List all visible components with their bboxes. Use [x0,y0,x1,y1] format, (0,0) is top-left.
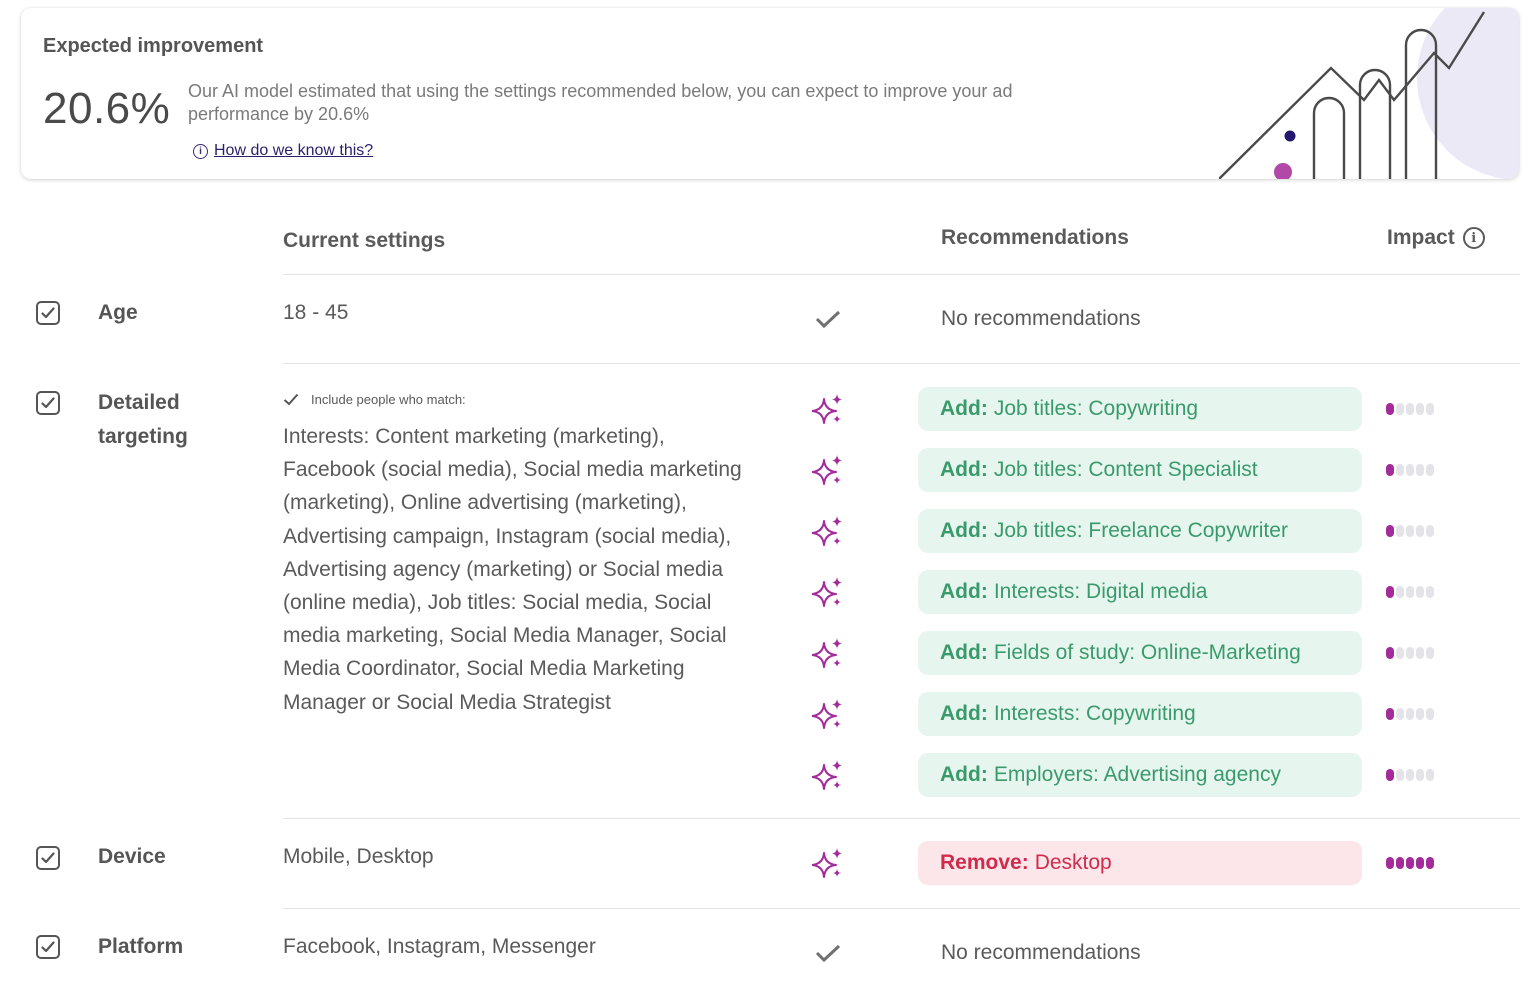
recommendation-verb: Add: [940,397,988,420]
expected-improvement-card [21,8,1519,179]
impact-dot [1426,586,1434,598]
impact-dot [1406,464,1414,476]
impact-dot [1406,708,1414,720]
device-label: Device [98,845,166,868]
recommendation-verb: Add: [940,702,988,725]
device-checkbox[interactable] [36,846,60,870]
info-icon[interactable]: i [1463,227,1485,249]
improvement-description: Our AI model estimated that using the settings recommended below, you can expect to improve your ad performance by 20.6% [188,81,1013,124]
impact-dot [1396,586,1404,598]
check-icon [41,397,55,409]
recommendation-verb: Add: [940,763,988,786]
check-icon [41,941,55,953]
add-recommendation[interactable] [918,387,1362,431]
impact-meter [1386,525,1434,537]
device-value: Mobile, Desktop [283,845,434,868]
impact-dot [1426,403,1434,415]
divider [283,274,1520,275]
include-people-line [283,392,466,407]
impact-dot [1426,857,1434,869]
recommendation-text: Interests: Copywriting [993,702,1196,725]
add-recommendation[interactable] [918,631,1362,675]
recommendation-verb: Remove: [940,851,1029,874]
impact-dot [1406,647,1414,659]
add-recommendation[interactable] [918,448,1362,492]
sparkle-icon [812,759,844,791]
impact-dot [1406,857,1414,869]
recommendation-text: Job titles: Content Specialist [993,458,1258,481]
header-current-settings: Current settings [283,229,446,252]
header-recommendations: Recommendations [941,226,1129,249]
recommendation-verb: Add: [940,580,988,603]
impact-dot [1416,403,1424,415]
how-do-we-know-link[interactable] [193,142,373,160]
impact-dot [1406,586,1414,598]
impact-dot [1386,857,1394,869]
impact-dot [1386,769,1394,781]
impact-meter [1386,857,1434,869]
recommendation-text: Job titles: Copywriting [993,397,1199,420]
impact-dot [1386,586,1394,598]
impact-dot [1406,525,1414,537]
remove-desktop-recommendation[interactable] [918,841,1362,885]
age-checkbox[interactable] [36,301,60,325]
header-impact [1387,226,1485,250]
recommendation-text: Interests: Digital media [993,580,1208,603]
impact-dot [1426,464,1434,476]
sparkle-icon [812,393,844,425]
check-icon [41,307,55,319]
impact-dot [1396,525,1404,537]
checkmark-icon [812,303,844,335]
recommendation-text: Fields of study: Online-Marketing [993,641,1301,664]
card-title: Expected improvement [43,35,264,57]
impact-dot [1406,403,1414,415]
impact-dot [1426,708,1434,720]
improvement-percent: 20.6% [43,84,171,133]
detailed-targeting-checkbox[interactable] [36,391,60,415]
checkmark-icon [283,393,299,406]
impact-meter [1386,586,1434,598]
growth-chart-illustration [1219,8,1519,179]
impact-dot [1396,647,1404,659]
detailed-targeting-value: Interests: Content marketing (marketing), Facebook (social media), Social media marketing (marketing), Online advertising (marketing), Advertising campaign, Instagram (social media), Advertising agency (marketing) or Social media (online media), Job titles: Social media, Social media marketing, Social Media Manager, Social Media Coordinator, Social Media Marketing Manager or Social Media Strategist [283,425,742,714]
include-people-text: Include people who match: [311,392,466,407]
impact-dot [1426,647,1434,659]
sparkle-icon [812,454,844,486]
impact-dot [1396,708,1404,720]
impact-dot [1416,647,1424,659]
check-icon [41,852,55,864]
recommendation-text: Job titles: Freelance Copywriter [993,519,1288,542]
sparkle-icon [812,698,844,730]
impact-dot [1386,525,1394,537]
info-icon: i [193,144,208,159]
detailed-targeting-label [98,386,188,454]
platform-no-recommendations: No recommendations [941,941,1141,964]
impact-meter [1386,464,1434,476]
impact-dot [1396,769,1404,781]
impact-dot [1386,647,1394,659]
impact-meter [1386,769,1434,781]
sparkle-icon [812,847,844,879]
how-do-we-know-text: How do we know this? [214,142,374,159]
recommendation-verb: Add: [940,641,988,664]
impact-dot [1386,708,1394,720]
impact-dot [1426,769,1434,781]
detailed-targeting-label-line2: targeting [98,425,188,448]
sparkle-icon [812,515,844,547]
divider [283,818,1520,819]
recommendation-verb: Add: [940,458,988,481]
impact-dot [1416,464,1424,476]
impact-dot [1396,464,1404,476]
age-label: Age [98,301,138,324]
impact-dot [1386,464,1394,476]
impact-dot [1416,525,1424,537]
age-no-recommendations: No recommendations [941,307,1141,330]
impact-dot [1416,769,1424,781]
age-value: 18 - 45 [283,301,349,324]
platform-label: Platform [98,935,184,958]
platform-value: Facebook, Instagram, Messenger [283,935,596,958]
checkmark-icon [812,937,844,969]
header-impact-label: Impact [1387,226,1455,249]
impact-dot [1416,857,1424,869]
impact-meter [1386,647,1434,659]
detailed-targeting-label-line1: Detailed [98,391,180,414]
divider [283,363,1520,364]
recommendation-text: Employers: Advertising agency [993,763,1281,786]
sparkle-icon [812,637,844,669]
impact-dot [1396,403,1404,415]
impact-dot [1396,857,1404,869]
divider [283,908,1520,909]
add-recommendation[interactable] [918,753,1362,797]
impact-dot [1406,769,1414,781]
add-recommendation[interactable] [918,692,1362,736]
add-recommendation[interactable] [918,509,1362,553]
impact-meter [1386,403,1434,415]
impact-dot [1416,586,1424,598]
impact-meter [1386,708,1434,720]
impact-dot [1426,525,1434,537]
impact-dot [1386,403,1394,415]
platform-checkbox[interactable] [36,935,60,959]
recommendation-verb: Add: [940,519,988,542]
recommendation-text: Desktop [1034,851,1112,874]
impact-dot [1416,708,1424,720]
sparkle-icon [812,576,844,608]
add-recommendation[interactable] [918,570,1362,614]
